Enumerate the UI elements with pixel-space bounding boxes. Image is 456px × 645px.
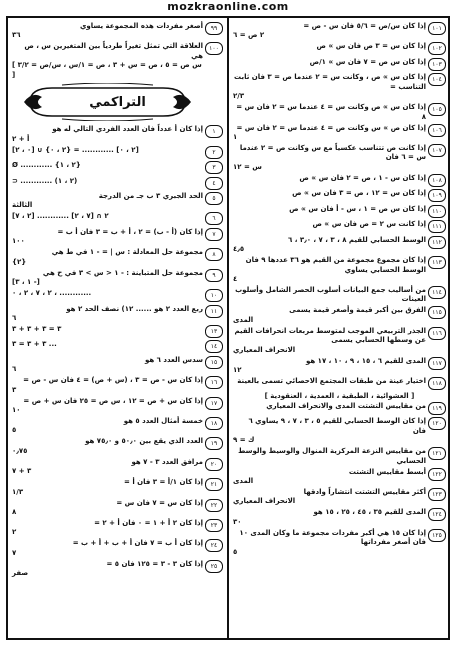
question-item (12, 42, 223, 80)
question-number: ١٣ (205, 325, 223, 338)
question-number: ٥ (205, 192, 223, 205)
question-number: ٢٢ (205, 499, 223, 512)
question-item (12, 397, 223, 416)
question-number: ٧ (205, 228, 223, 241)
question-number: ٤ (205, 177, 223, 190)
answer-text: ٥ (233, 547, 238, 556)
question-text: إذا كان س ∝ ص وكانت س = ٤ عندما س = ٢ فان س = ٨ (236, 103, 426, 121)
question-item (233, 327, 446, 355)
answer-text: ٣ + ٧ (12, 467, 32, 476)
question-item (233, 468, 446, 487)
question-text: الحد الجبري ٣ ب جـ من الدرجة (98, 192, 203, 200)
answer-text: ٨ (12, 507, 17, 516)
question-item (233, 58, 446, 72)
question-text: إذا كان (أ - ب) = ٢ ، أ + ب = ٣ فان أ ب = (57, 227, 203, 236)
question-item (233, 402, 446, 416)
question-text: الجذر التربيعي الموجب لمتوسط مربعات انحرافات القيم عن وسطها الحسابي يسمى (234, 326, 426, 345)
question-number: ١٠٠ (205, 42, 223, 55)
question-number: ٦ (205, 212, 223, 225)
question-item (12, 478, 223, 497)
answer-text: المدى (233, 315, 254, 324)
answer-text: ٣ = ٣ + ٣ + ٣ (12, 324, 62, 333)
question-number: ١٢١ (428, 447, 446, 460)
question-item (12, 212, 223, 226)
question-number: ٢٥ (205, 560, 223, 573)
question-number: ١٢٠ (428, 417, 446, 430)
question-number: ١٢٢ (428, 468, 446, 481)
answer-text: ٤ (233, 275, 238, 283)
answer-text: ٠٫٧٥ (12, 446, 28, 455)
question-number: ١١٢ (428, 236, 446, 249)
answer-text: ٢ ، ٧ ، ٢ ، ٠ ، ............ (12, 289, 92, 297)
question-text: من أساليب جمع البيانات أسلوب الحصر الشامل وأسلوب العينات (235, 285, 426, 304)
question-text: سدس العدد ٦ هو (144, 355, 203, 364)
question-number: ١٠١ (428, 22, 446, 35)
answer-text: ١٠ (12, 406, 21, 415)
answer-text: ٢/٣ (233, 92, 245, 101)
answer-text: الانحراف المعياري (233, 345, 296, 354)
choices-line: [ العشوائية ، الطبقية ، العمدية ، العنقودية ] (264, 392, 415, 401)
right-question-list (233, 22, 446, 391)
question-number: ١٧ (205, 397, 223, 410)
question-number: ١٠ (205, 289, 223, 302)
question-item (12, 305, 223, 324)
question-number: ١٠٤ (428, 73, 446, 86)
question-number: ١٠٦ (428, 124, 446, 137)
question-number: ١٠٣ (428, 58, 446, 71)
question-item (12, 289, 223, 303)
question-text: إذا كان س + ص = ١٢ ، س ص = ٢٥ فان س + ص = (23, 396, 203, 405)
question-number: ١٠٧ (428, 144, 446, 157)
question-text: اختيار عينة من طبقات المجتمع الاحصائي تسمى بالعينة (237, 376, 426, 385)
question-text: إذا كان س ص = ١ ، س - أ فان س ∝ ص (289, 204, 426, 213)
question-number: ٩ (205, 269, 223, 282)
question-item (12, 417, 223, 436)
answer-text: ١ (233, 133, 238, 141)
question-number: ٢١ (205, 478, 223, 491)
answer-text: ك = ٩ (233, 436, 255, 445)
question-item (233, 189, 446, 203)
question-text: إذا كان س ص = ٧ فان س ∝ ١/ص (309, 57, 426, 66)
question-number: ٢٠ (205, 458, 223, 471)
question-text: العدد الذي يقع بين ٥٠٫٠ و ٧٥٫٠ هو (85, 437, 203, 446)
answer-text: ١٠٠ (12, 237, 25, 246)
question-text: إذا كان ٢ أ + ١ = ٠ فان أ + ٢ = (94, 518, 203, 527)
question-number: ١٠٥ (428, 103, 446, 116)
question-item (12, 146, 223, 160)
question-number: ١١ (205, 305, 223, 318)
question-text: إذا كان ١/أ = ٣ فان أ = (124, 478, 203, 487)
question-item (233, 529, 446, 557)
question-number: ١١٩ (428, 402, 446, 415)
question-item (12, 340, 223, 354)
question-item (233, 144, 446, 172)
question-item (12, 22, 223, 41)
question-number: ١٩ (205, 437, 223, 450)
question-text: إذا كان س - ١ ، ص = ٢ فان س ∝ ص (299, 173, 426, 182)
page-frame (6, 16, 450, 640)
question-item (12, 499, 223, 518)
question-text: مرافق العدد ٣ - ٧ هو (131, 457, 203, 466)
answer-text: ٥ (12, 426, 17, 435)
question-number: ١٥ (205, 356, 223, 369)
answer-text: ٣ (12, 385, 17, 394)
question-text: المدى للقيم ٣٥ ، ٤٥ ، ٢٥ ، ١٥ هو (313, 508, 426, 517)
question-text: الوسط الحسابي للقيم ٨ ، ٣ ، ٧ ، ٣٫٠ ، ٦ (288, 235, 426, 244)
question-number: ١٦ (205, 376, 223, 389)
answer-text: ٧ (12, 548, 17, 557)
question-text: ربع العدد ٢ هو ...... ١٢) نصف الحد ٢ هو (66, 304, 203, 313)
question-item (233, 103, 446, 122)
question-text: إذا كانت س ٢ = ص فان س ∝ ص (312, 220, 426, 229)
question-number: ١٠٩ (428, 189, 446, 202)
question-number: ٢٣ (205, 519, 223, 532)
question-number: ١٠٨ (428, 174, 446, 187)
site-watermark: mozkraonline.com (167, 0, 289, 13)
question-item (233, 306, 446, 325)
question-item (233, 488, 446, 507)
question-text: أبسط مقاييس التشتت (348, 467, 426, 476)
question-number: ١٨ (205, 417, 223, 430)
answer-text: ١/٣ (12, 487, 24, 496)
left-column (12, 22, 223, 580)
answer-text: {٢} (12, 257, 27, 266)
answer-text: أ + ٢ (12, 134, 30, 143)
answer-text: [ س ص = ٥ ، ص = س + ٣ ، ص = ١/س ، س/ص = ٣/٢ ] (12, 61, 202, 79)
question-text: مجموعة حل المعادلة : س | = - ١ في ط هي (51, 248, 203, 257)
answer-text: الثالثة (12, 201, 33, 210)
answer-text: ١٢ (233, 365, 242, 374)
question-item (233, 124, 446, 143)
answer-text: الانحراف المعياري (233, 497, 296, 506)
answer-text: ٣٠ (233, 517, 242, 526)
question-item (233, 417, 446, 445)
question-text: من مقاييس النزعة المركزية المنوال والوسيط والوسط الحسابي (238, 447, 426, 465)
question-item (12, 192, 223, 211)
answer-text: صفر (12, 569, 29, 578)
answer-text: ٣ + ٣ = ٣ ... (12, 340, 57, 349)
answer-text: Ø ............ {٢ ، ١} (12, 161, 81, 169)
question-item (233, 377, 446, 391)
answer-text: ٤٫٥ (233, 245, 245, 254)
question-item (12, 560, 223, 579)
question-text: أكثر مقاييس التشتت انتشاراً وادقها (303, 487, 426, 496)
question-number: ٣ (205, 161, 223, 174)
question-item (233, 22, 446, 41)
question-text: خمسة أمثال العدد ٥ هو (123, 417, 203, 425)
left-top-list (12, 22, 223, 80)
answer-text: المدى (233, 476, 254, 485)
question-item (12, 125, 223, 144)
answer-text: [٠ ، ٢] ∪ {٢ ، ٠} = ............ [٢ ، ٠] (12, 145, 139, 154)
left-question-list (12, 125, 223, 578)
question-item (12, 376, 223, 395)
question-item (233, 220, 446, 234)
question-item (12, 539, 223, 558)
question-item (12, 437, 223, 456)
question-text: إذا كان مجموع مجموعة من القيم هو ٣٦ عددها ٩ فان الوسط الحسابي يساوي (245, 256, 426, 274)
question-item (233, 73, 446, 101)
question-number: ١٢٤ (428, 508, 446, 521)
question-number: ١١٧ (428, 357, 446, 370)
answer-text: ٢ (12, 528, 17, 537)
question-item (12, 161, 223, 175)
question-item (12, 269, 223, 288)
question-item (233, 236, 446, 255)
question-number: ١٠٢ (428, 42, 446, 55)
question-text: المدى للقيم ٦ ، ١٥ ، ٩ ، ١٠ ، ١٧ هو (305, 356, 426, 365)
question-number: ١ (205, 125, 223, 138)
answer-text: ٦ (12, 313, 17, 322)
answer-text: ٢ ص = ٦ (233, 31, 265, 40)
question-number: ١١٤ (428, 286, 446, 299)
question-item (12, 458, 223, 477)
question-item (233, 508, 446, 527)
question-text: مجموعة حل المتباينة : - ١ < س > ٣ في ح هي (42, 268, 203, 277)
question-item (233, 42, 446, 56)
answer-text: س = ١٢ (233, 162, 262, 171)
right-question-list-2 (233, 402, 446, 557)
question-text: إذا كان س/ص = ٥/٦ فان س - ص = (303, 22, 426, 30)
answer-text: [٢ ، ٧] ............ ٢ ∩ [٧ ، ٢] (12, 212, 109, 221)
question-text: إذا كان ١٥ هي أكبر مفردات مجموعة ما وكان المدى ١٠ فان أصغر مفرداتها (239, 528, 426, 547)
question-text: إذا كان س = ٧ فان س = (116, 498, 203, 507)
question-text: إذا كان س = ١٢ ، ص = ٣ فان س ∝ ص (292, 189, 426, 198)
question-number: ٢٤ (205, 539, 223, 552)
answer-text: ٦ (12, 365, 17, 374)
question-item (12, 228, 223, 247)
question-text: من مقاييس التشتت المدى والانحراف المعياري (266, 401, 426, 410)
question-number: ١١٥ (428, 306, 446, 319)
question-item (233, 256, 446, 284)
question-text: إذا كان ص ∝ س وكانت ص = ٤ عندما س = ٢ فان س = (236, 123, 426, 132)
question-number: ٩٩ (205, 22, 223, 35)
question-number: ١١٨ (428, 377, 446, 390)
question-item (233, 286, 446, 305)
answer-text: ٣٦ (12, 31, 21, 40)
question-text: إذا كان س = ٣ ص فان س ∝ ص (316, 42, 426, 51)
question-item (12, 248, 223, 267)
question-text: أصغر مفردات هذه المجموعة يساوي (79, 22, 203, 30)
question-text: إذا كان س - ص = ٣ ، (س + ص) = ٤ فان س - ص = (23, 376, 203, 385)
question-text: إذا كان س ∝ ص ، وكانت س = ٢ عندما ص = ٣ فان ثابت التناسب = (234, 73, 426, 91)
question-text: الفرق بين أكبر قيمة وأصغر قيمة يسمى (289, 306, 426, 315)
question-text: إذا كان ٣ - ٣ = ١٢٥ فان ٥ = (106, 559, 203, 568)
question-item (233, 205, 446, 219)
question-item (233, 447, 446, 466)
question-item (12, 519, 223, 538)
question-number: ٢ (205, 146, 223, 159)
answer-text: [١ ، ٣ -] (12, 278, 40, 287)
question-text: إذا كانت ص تتناسب عكسياً مع س وكانت ص = ٢ عندما س = ٦ فان (239, 143, 426, 162)
question-text: إذا كان أ ب = ٧ فان أ + ب + أ + ب = (72, 539, 203, 548)
column-divider (227, 18, 229, 638)
question-number: ١١٣ (428, 256, 446, 269)
question-item (233, 357, 446, 376)
question-text: إذا كان الوسط الحسابي للقيم ٥ ، ٣ ، ٧ ، ٩ يساوي ٦ فان (248, 417, 426, 435)
banner-title: التراكمي (89, 95, 146, 111)
answer-text: ⊃ ............ (٢ ، ١) (12, 176, 78, 185)
question-number: ١١٦ (428, 327, 446, 340)
question-item (12, 356, 223, 375)
cumulative-banner (22, 83, 213, 121)
question-text: العلاقة التي تمثل تغيراً طردياً بين المتغيرين س ، ص هي (24, 42, 203, 60)
right-column (233, 22, 446, 558)
question-item (233, 174, 446, 188)
question-number: ١١١ (428, 220, 446, 233)
question-item (12, 177, 223, 191)
question-number: ١٢٥ (428, 529, 446, 542)
question-number: ١٢٣ (428, 488, 446, 501)
question-text: إذا كان أ عدداً فان العدد الفردي التالي له هو (52, 125, 203, 134)
question-number: ١٤ (205, 340, 223, 353)
question-number: ٨ (205, 248, 223, 261)
question-item (12, 325, 223, 339)
question-number: ١١٠ (428, 205, 446, 218)
